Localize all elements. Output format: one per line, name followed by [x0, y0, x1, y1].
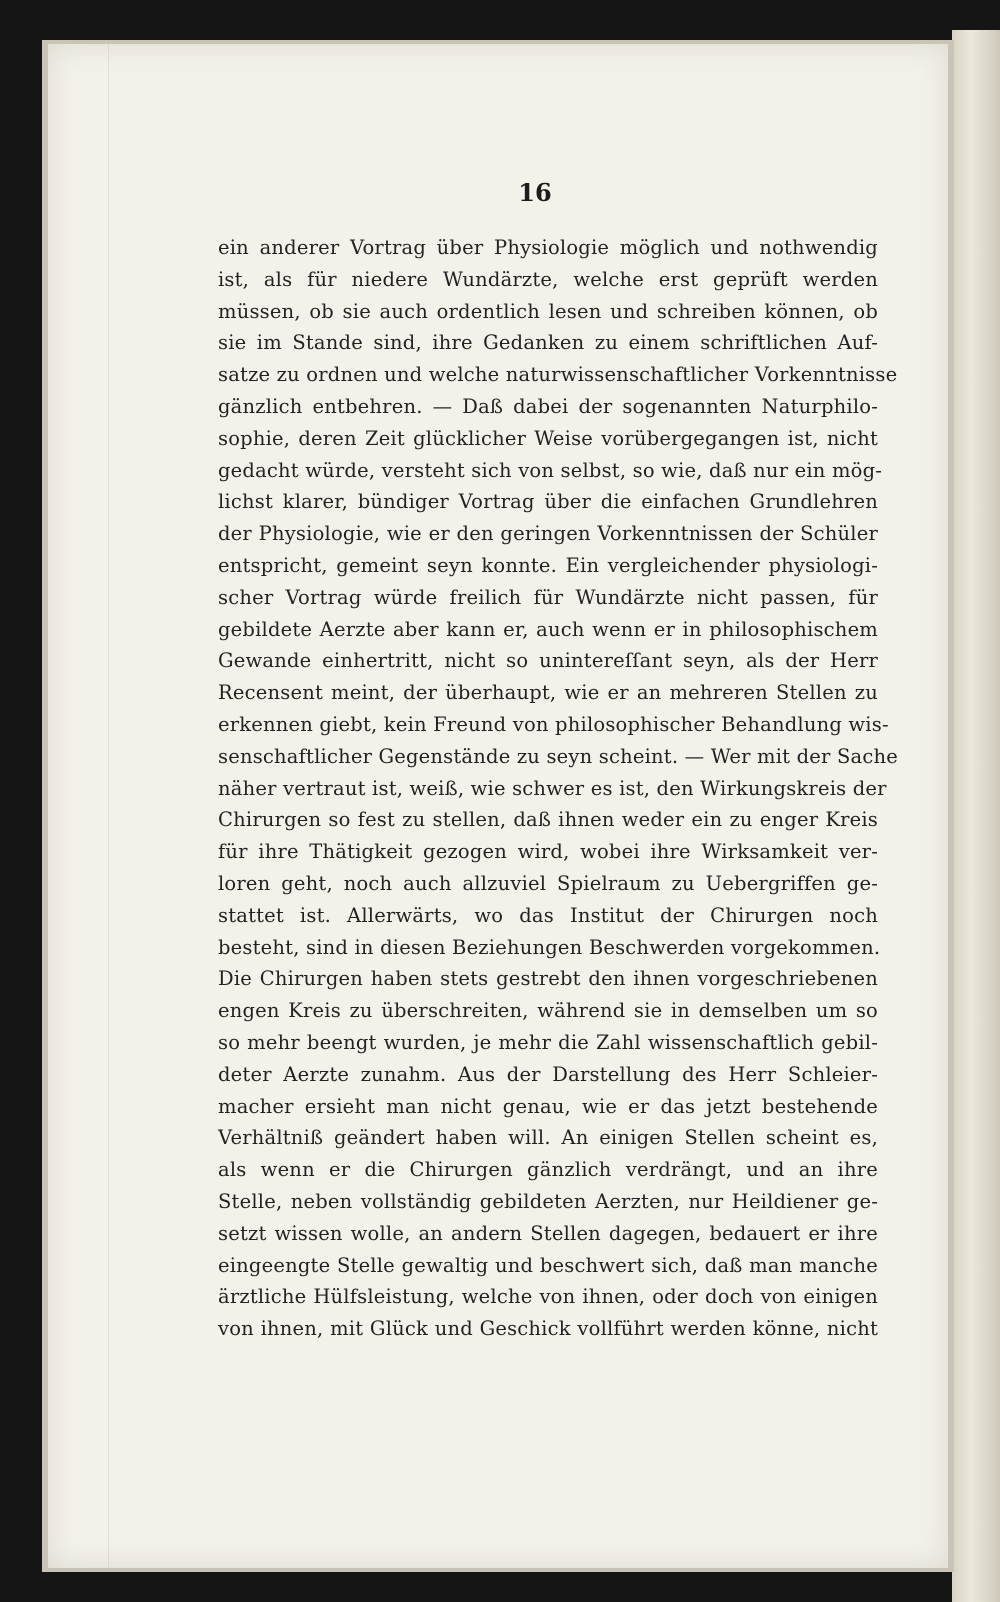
text-line: loren geht, noch auch allzuviel Spielraum zu Uebergriffen ge- [218, 871, 878, 895]
text-line: näher vertraut ist, weiß, wie schwer es ist, den Wirkungskreis der [218, 776, 887, 800]
text-line: für ihre Thätigkeit gezogen wird, wobei ihre Wirksamkeit ver- [218, 840, 878, 864]
text-line: senschaftlicher Gegenstände zu seyn scheint. — Wer mit der Sache [218, 744, 898, 768]
text-line: stattet ist. Allerwärts, wo das Institut der Chirurgen noch [218, 903, 878, 927]
text-line: Verhältniß geändert haben will. An einigen Stellen scheint es, [218, 1126, 878, 1150]
page-number: 16 [518, 178, 552, 207]
text-line: gedacht würde, versteht sich von selbst, so wie, daß nur ein mög- [218, 458, 883, 482]
text-line: Stelle, neben vollständig gebildeten Aerzten, nur Heildiener ge- [218, 1189, 878, 1213]
text-line: Gewande einhertritt, nicht so unintereſſant seyn, als der Herr [218, 649, 878, 673]
text-line: ist, als für niedere Wundärzte, welche erst geprüft werden [218, 267, 878, 291]
text-line: macher ersieht man nicht genau, wie er das jetzt bestehende [218, 1094, 878, 1118]
text-line: satze zu ordnen und welche naturwissenschaftlicher Vorkenntnisse [218, 363, 898, 387]
text-line: gänzlich entbehren. — Daß dabei der sogenannten Naturphilo- [218, 394, 878, 418]
text-line: müssen, ob sie auch ordentlich lesen und schreiben können, ob [218, 299, 878, 323]
text-line: sophie, deren Zeit glücklicher Weise vorübergegangen ist, nicht [218, 426, 878, 450]
text-line: Recensent meint, der überhaupt, wie er an mehreren Stellen zu [218, 681, 878, 705]
text-line: setzt wissen wolle, an andern Stellen dagegen, bedauert er ihre [218, 1221, 878, 1245]
text-line: entspricht, gemeint seyn konnte. Ein vergleichender physiologi- [218, 553, 878, 577]
text-line: scher Vortrag würde freilich für Wundärzte nicht passen, für [218, 585, 878, 609]
text-line: sie im Stande sind, ihre Gedanken zu einem schriftlichen Auf- [218, 331, 878, 355]
text-line: gebildete Aerzte aber kann er, auch wenn er in philosophischem [218, 617, 878, 641]
page-fold-line [108, 44, 109, 1568]
text-line: der Physiologie, wie er den geringen Vorkenntnissen der Schüler [218, 522, 878, 546]
text-line: besteht, sind in diesen Beziehungen Beschwerden vorgekommen. [218, 935, 881, 959]
text-line: eingeengte Stelle gewaltig und beschwert sich, daß man manche [218, 1253, 878, 1277]
text-line: so mehr beengt wurden, je mehr die Zahl wissenschaftlich gebil- [218, 1030, 878, 1054]
text-line: Chirurgen so fest zu stellen, daß ihnen weder ein zu enger Kreis [218, 808, 878, 832]
text-line: von ihnen, mit Glück und Geschick vollführt werden könne, nicht [218, 1317, 878, 1341]
text-line: deter Aerzte zunahm. Aus der Darstellung des Herr Schleier- [218, 1062, 878, 1086]
text-line: lichst klarer, bündiger Vortrag über die einfachen Grundlehren [218, 490, 878, 514]
body-text [218, 232, 898, 1345]
text-line: als wenn er die Chirurgen gänzlich verdrängt, und an ihre [218, 1158, 878, 1182]
text-line: ärztliche Hülfsleistung, welche von ihnen, oder doch von einigen [218, 1285, 878, 1309]
text-line: ein anderer Vortrag über Physiologie möglich und nothwendig [218, 236, 878, 259]
text-line: Die Chirurgen haben stets gestrebt den ihnen vorgeschriebenen [218, 967, 878, 991]
adjacent-page-edge [952, 30, 1000, 1602]
text-line: erkennen giebt, kein Freund von philosophischer Behandlung wis- [218, 712, 889, 736]
text-line: engen Kreis zu überschreiten, während sie in demselben um so [218, 999, 878, 1023]
